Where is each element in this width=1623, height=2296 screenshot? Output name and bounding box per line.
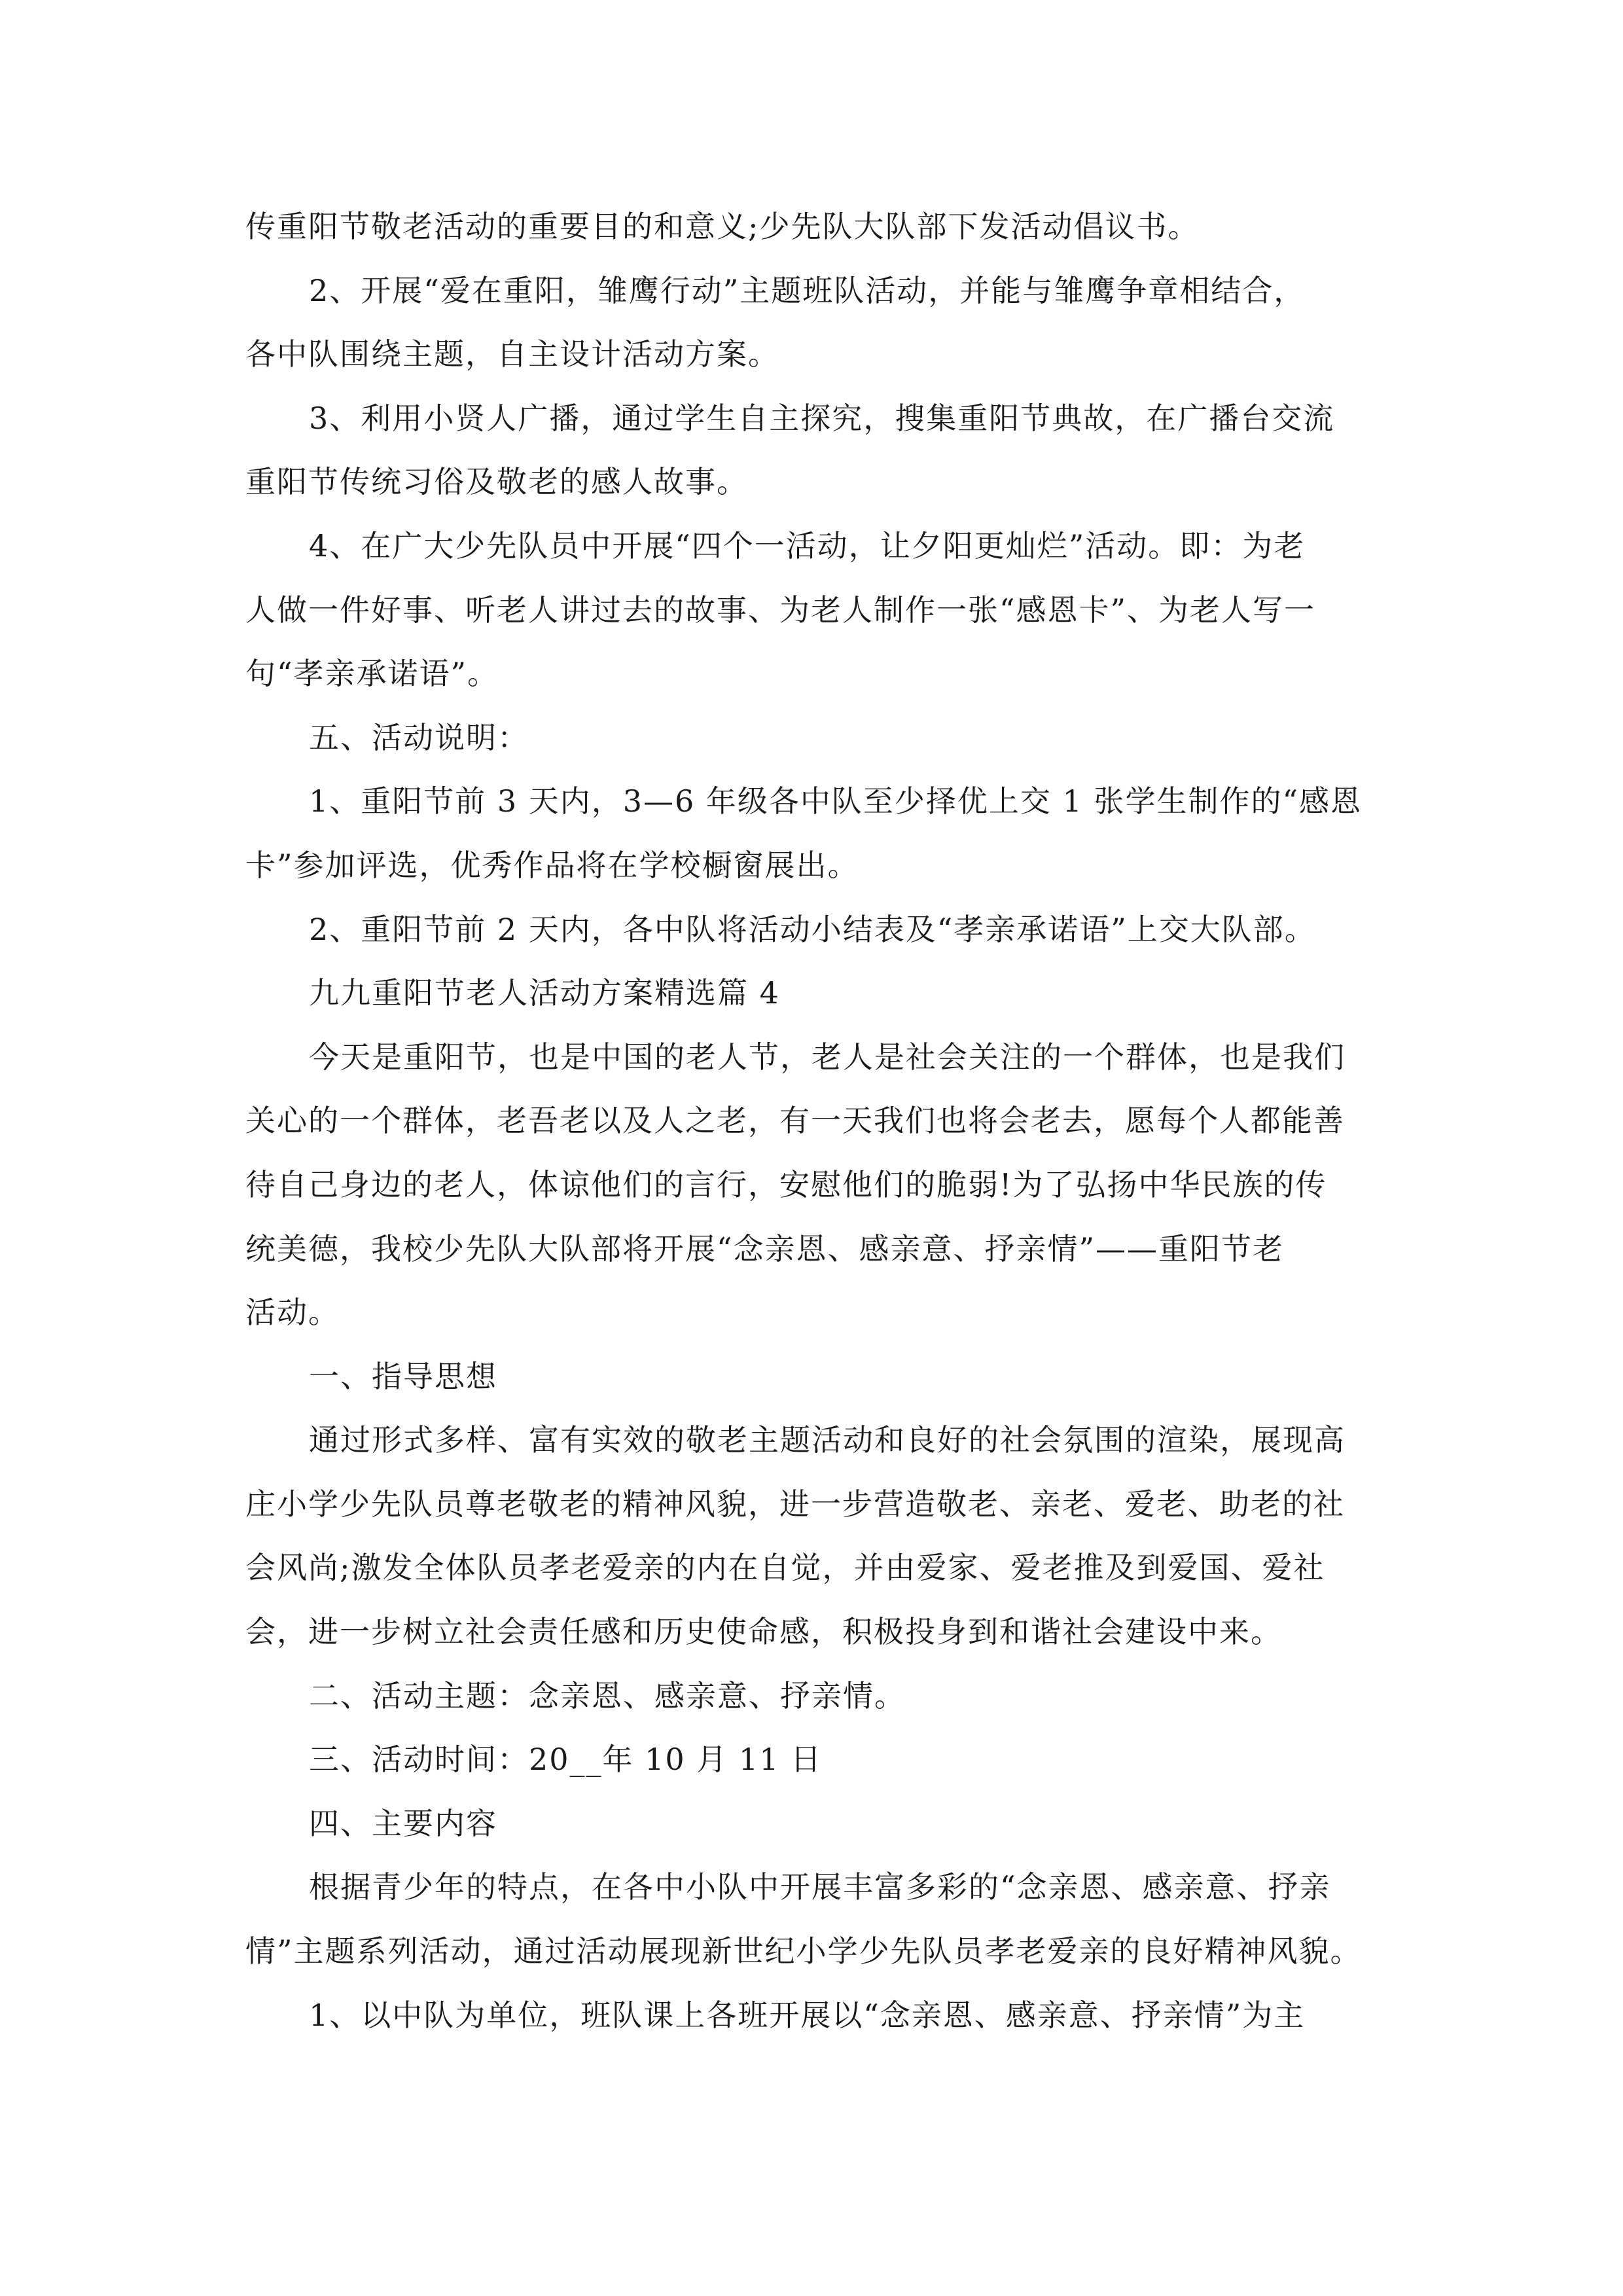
text-line: 二、活动主题：念亲恩、感亲意、抒亲情。 — [309, 1677, 906, 1713]
text-line: 句“孝亲承诺语”。 — [245, 656, 499, 692]
text-line: 人做一件好事、听老人讲过去的故事、为老人制作一张“感恩卡”、为老人写一 — [245, 592, 1316, 628]
text-line: 情”主题系列活动，通过活动展现新世纪小学少先队员孝老爱亲的良好精神风貌。 — [245, 1933, 1362, 1969]
text-line: 2、开展“爱在重阳，雏鹰行动”主题班队活动，并能与雏鹰争章相结合， — [309, 272, 1306, 308]
text-line: 今天是重阳节，也是中国的老人节，老人是社会关注的一个群体，也是我们 — [309, 1039, 1346, 1075]
text-line: 2、重阳节前 2 天内，各中队将活动小结表及“孝亲承诺语”上交大队部。 — [309, 911, 1316, 947]
text-line: 庄小学少先队员尊老敬老的精神风貌，进一步营造敬老、亲老、爱老、助老的社 — [245, 1486, 1345, 1522]
text-line: 统美德，我校少先队大队部将开展“念亲恩、感亲意、抒亲情”——重阳节老 — [245, 1230, 1285, 1266]
text-line: 4、在广大少先队员中开展“四个一活动，让夕阳更灿烂”活动。即：为老 — [309, 528, 1306, 564]
text-line: 待自己身边的老人，体谅他们的言行，安慰他们的脆弱!为了弘扬中华民族的传 — [245, 1166, 1327, 1202]
text-line: 1、重阳节前 3 天内，3—6 年级各中队至少择优上交 1 张学生制作的“感恩 — [309, 783, 1362, 819]
text-line: 根据青少年的特点，在各中小队中开展丰富多彩的“念亲恩、感亲意、抒亲 — [309, 1869, 1331, 1905]
text-line: 活动。 — [245, 1295, 340, 1331]
text-line: 重阳节传统习俗及敬老的感人故事。 — [245, 464, 748, 500]
text-line: 一、指导思想 — [309, 1358, 497, 1394]
text-line: 会，进一步树立社会责任感和历史使命感，积极投身到和谐社会建设中来。 — [245, 1614, 1282, 1650]
text-line: 会风尚;激发全体队员孝老爱亲的内在自觉，并由爱家、爱老推及到爱国、爱社 — [245, 1550, 1325, 1586]
text-line: 五、活动说明： — [309, 719, 529, 755]
text-line: 通过形式多样、富有实效的敬老主题活动和良好的社会氛围的渲染，展现高 — [309, 1422, 1346, 1458]
text-line: 1、以中队为单位，班队课上各班开展以“念亲恩、感亲意、抒亲情”为主 — [309, 1997, 1306, 2033]
text-line: 各中队围绕主题，自主设计活动方案。 — [245, 336, 779, 372]
text-line: 九九重阳节老人活动方案精选篇 4 — [309, 975, 780, 1011]
text-line: 关心的一个群体，老吾老以及人之老，有一天我们也将会老去，愿每个人都能善 — [245, 1103, 1345, 1139]
text-line: 3、利用小贤人广播，通过学生自主探究，搜集重阳节典故，在广播台交流 — [309, 400, 1335, 436]
text-line: 卡”参加评选，优秀作品将在学校橱窗展出。 — [245, 847, 859, 883]
document-body — [245, 195, 1378, 2047]
text-line: 传重阳节敬老活动的重要目的和意义;少先队大队部下发活动倡议书。 — [245, 209, 1200, 244]
text-line: 三、活动时间：20__年 10 月 11 日 — [309, 1742, 823, 1778]
text-line: 四、主要内容 — [309, 1805, 497, 1841]
